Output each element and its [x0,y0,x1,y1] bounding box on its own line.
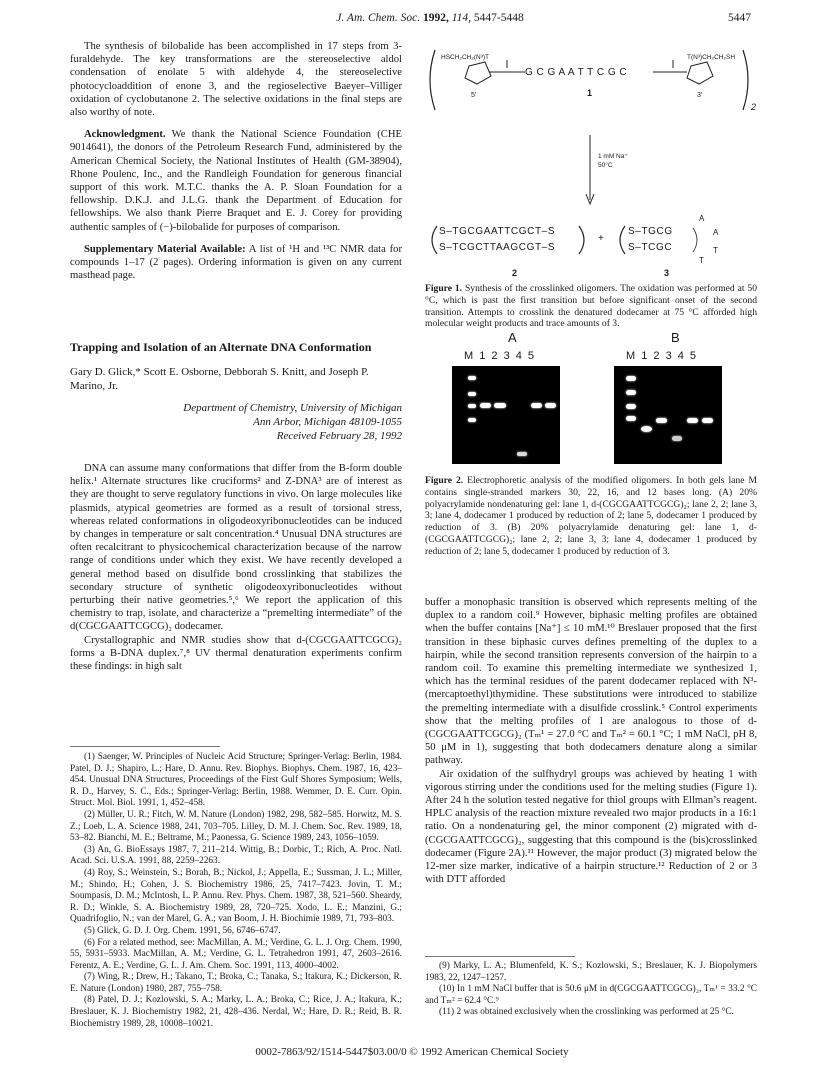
crystallographic-paragraph: Crystallographic and NMR studies show that d-(CGCGAATTCGCG)₂ forms a B-DNA duplex.⁷,⁸ UV thermal denaturation experiments confirm these findings: in high salt [70,634,402,673]
fig1-subscript-2: 2 [751,102,757,112]
gel-band [641,426,652,432]
figure1-caption [425,283,757,330]
gel-panel-a-label: A [508,330,517,345]
received-date: Received February 28, 1992 [276,430,402,442]
footnote-rule-left [70,746,220,747]
figure2-caption-label: Figure 2. [425,475,464,486]
figure1-caption-label: Figure 1. [425,283,463,294]
reference-item: (8) Patel, D. J.; Kozlowski, S. A.; Marky, L. A.; Broka, C.; Rice, J. A.; Itakura, K.; Breslauer, K. J. Biochemistry 1982, 21, 428–436. Nerdal, W.; Hare, D. R.; Reid, B. R. Biochemistry 1989, 28, 10008–10021. [70,995,402,1029]
supplementary-text: A list of ¹H and ¹³C NMR data for compounds 1–17 (2 pages). Ordering information is given on any current masthead page. [70,243,402,282]
gel-band [626,376,636,381]
reference-item: (2) Müller, U. R.; Fitch, W. M. Nature (London) 1982, 298, 582–585. Horwitz, M. S. Z.; Loeb, L. A. Science 1988, 241, 703–705. Lilley, D. M. J. Chem. Soc. Rev. 1989, 18, 53–82. Bianchi, M. E.; Beltrame, M.; Paonessa, G. Science 1989, 243, 1056–1059. [70,809,402,844]
acknowledgment-label: Acknowledgment. [84,129,166,141]
right-body [425,596,757,886]
reference-item: (5) Glick, G. D. J. Org. Chem. 1991, 56, 6746–6747. [84,925,281,936]
gel-band [687,418,698,423]
references-right [425,961,757,1019]
fig1-sequence: G C G A A T T C G C [525,67,628,78]
fig1-loop-base: A [699,214,705,223]
gel-band [531,403,542,408]
supplementary-label: Supplementary Material Available: [84,243,246,255]
reference-item: (6) For a related method, see: MacMillan, A. M.; Verdine, G. L. J. Org. Chem. 1990, 55, 5931–5933. MacMillan, A. M.; Verdine, G. L. Tetrahedron 1991, 47, 2603–2616. Ferentz, A. E.; Verdine, G. L. J. Am. Chem. Soc. 1991, 113, 4000–4002. [70,937,402,971]
gel-band [626,390,636,395]
fig1-compound-3: 3 [664,268,670,278]
article-authors: Gary D. Glick,* Scott E. Osborne, Debborah S. Knitt, and Joseph P. Marino, Jr. [70,366,369,392]
gel-a-lane-labels: M 1 2 3 4 5 [464,350,535,362]
fig1-right-group: T(N³)CH₂CH₂SH [687,54,736,61]
article-header [70,340,402,443]
fig1-label-3prime: 3′ [697,92,703,99]
reference-item: (4) Roy, S.; Weinstein, S.; Borah, B.; Nickol, J.; Appella, E.; Sussman, J. L.; Miller, M.; Shindo, H.; Cohen, J. S. Biochemistry 1986, 25, 7417–7423. Jovin, T. M.; Soumpasis, D. M.; McIntosh, L. P. Annu. Rev. Phys. Chem. 1987, 38, 521–560. Sheardy, R. D.; Winkle, S. A. Biochemistry 1989, 28, 720–725. Xodo, L. E.; Manzini, G.; Quadrifoglio, N.; van der Marel, G. A.; van Boom, J. H. Biochimie 1989, 71, 793–803. [70,867,402,925]
fig1-arrow-condition-1: 1 mM Na⁺ [598,153,628,160]
gel-band [468,392,476,396]
fig1-duplex-top-strand: S–TGCGAATTCGCT–S [439,226,556,237]
intro-paragraph: DNA can assume many conformations that differ from the B-form double helix.¹ Alternate structures like cruciforms² and Z-DNA³ are of interest as they are thought to serve regulatory functions in vivo. On large molecules like plasmids, atypical geometries are formed as a result of torsional stress, whereas related conformations in oligodeoxyribonucleotides can be induced by changes in temperature or salt concentration.⁴ Unusual DNA structures are often recalcitrant to physicochemical characterization because of the narrow range of conditions under which they exist. We have recently developed a general method based on disulfide bond crosslinking that stabilizes the secondary structure of synthetic oligodeoxyribonucleotides without perturbing their native geometries.⁵,⁶ We report the application of this chemistry to trap, isolate, and characterize a “premelting intermediate” of the d(CGCGAATTCGCG)₂ dodecamer. [70,463,402,633]
gel-band [480,403,491,408]
gel-band [626,404,636,409]
fig1-loop-base: A [713,228,719,237]
acknowledgment-paragraph [70,128,402,234]
gel-band [468,376,476,380]
supplementary-paragraph [70,243,402,283]
fig1-duplex-bottom-strand: S–TCGCTTAAGCGT–S [439,242,556,253]
gel-band [626,416,636,421]
journal-name: J. Am. Chem. Soc. [336,12,421,24]
page-footer: 0002-7863/92/1514-5447$03.00/0 © 1992 American Chemical Society [255,1046,569,1058]
gel-band [494,403,506,408]
reference-item: (3) An, G. BioEssays 1987, 7, 211–214. Wittig, B.; Dorbic, T.; Rich, A. Proc. Natl. Acad. Sci. U.S.A. 1991, 88, 2259–2263. [70,844,402,867]
gel-b-lane-labels: M 1 2 3 4 5 [626,350,697,362]
gel-band [545,403,556,408]
article-title: Trapping and Isolation of an Alternate DNA Conformation [70,340,372,354]
address: Ann Arbor, Michigan 48109-1055 [253,416,402,428]
fig1-arrow-condition-2: 50°C [598,162,613,169]
gel-band [702,418,713,423]
references-left [70,752,402,1030]
gel-band [517,452,527,456]
fig1-compound-1: 1 [587,88,593,98]
reference-item: (10) In 1 mM NaCl buffer that is 50.6 μM in d(CGCGAATTCGCG)₂, Tₘ¹ = 33.2 °C and Tₘ² = 62.4 °C.⁹ [425,984,757,1006]
reference-item: (7) Wing, R.; Drew, H.; Takano, T.; Broka, C.; Tanaka, S.; Itakura, K.; Dickerson, R. E. Nature (London) 1980, 287, 755–758. [70,972,402,994]
department: Department of Chemistry, University of Michigan [183,402,402,414]
gel-image-b [614,366,722,464]
page-number: 5447 [728,12,751,24]
acknowledgment-text: We thank the National Science Foundation (CHE 9014641), the donors of the Petroleum Research Fund, administered by the American Chemical Society, the National Institutes of Health (GM-38904), Rhone Poulenc, Inc., and the Randleigh Foundation for generous financial support of this work. M.T.C. thanks the A. P. Sloan Foundation for a fellowship. D.K.J. and J.L.G. thank the Department of Education for fellowships. We also thank Pierre Braquet and E. J. Corey for providing authentic samples of (−)-bilobalide for purposes of comparison. [70,129,402,233]
fig1-plus-sign: + [598,233,604,244]
fig1-compound-2: 2 [512,268,518,278]
left-column-top [70,40,402,282]
running-header [300,12,560,24]
fig1-loop-base: T [713,246,718,255]
journal-volume: 114, [451,12,471,24]
reference-item: (9) Marky, L. A.; Blumenfeld, K. S.; Kozlowski, S.; Breslauer, K. J. Biopolymers 1983, 22, 1247–1257. [425,961,757,983]
fig1-hairpin-top: S–TGCG [628,226,673,237]
figure2-caption-text: Electrophoretic analysis of the modified oligomers. In both gels lane M contains single-stranded markers 30, 22, 16, and 12 bases long. (A) 20% polyacrylamide nondenaturing gel: lane 1, d-(CGCGAATTCGCG)₂; lane 2, 2; lane 3, 3; lane 4, dodecamer 1 produced by reduction of 2; lane 5, dodecamer 1 produced by reduction of 3. (B) 20% polyacrylamide denaturing gel: lane 1, d-(CGCGAATTCGCG)₂; lane 2, 2; lane 3, 3; lane 4, dodecamer 1 produced by reduction of 2; lane 5, dodecamer 1 produced by reduction of 3. [425,475,757,557]
journal-year: 1992, [422,12,449,24]
melting-paragraph: buffer a monophasic transition is observed which represents melting of the duplex to a random coil.⁹ However, biphasic melting profiles are obtained when the buffer contains [Na⁺] ≤ 10 mM.¹⁰ Breslauer proposed that the first transition in these biphasic curves defines premelting of the duplex to a hairpin, while the second transition represents conversion of the hairpin to a random coil. To examine this premelting intermediate we synthesized 1, which has the terminal residues of the parent dodecamer replaced with N³-(mercaptoethyl)thymidine. These substitutions were introduced to stabilize the premelting intermediate with a disulfide crosslink.⁵ Control experiments show that the melting profiles of 1 are analogous to those of d-(CGCGAATTCGCG)₂ (Tₘ¹ = 27.0 °C and Tₘ² = 60.1 °C; 1 mM NaCl, pH 8, 50 μM in 1), suggesting that both dodecamers denature along a similar pathway. [425,597,757,767]
gel-band [656,418,667,423]
gel-panel-b-label: B [671,330,680,345]
fig1-label-5prime: 5′ [471,92,477,99]
fig1-left-group: HSCH₂CH₂(N³)T [441,54,490,61]
fig1-hairpin-bottom: S–TCGC [628,242,673,253]
gel-band [672,436,682,441]
left-body [70,462,402,673]
figure1-caption-text: Synthesis of the crosslinked oligomers. The oxidation was performed at 50 °C, which is past the first transition but before significant onset of the second transition. Attempts to crosslink the denatured dodecamer at 75 °C afforded high molecular weight products and trace amounts of 3. [425,283,757,330]
gel-band [468,404,476,408]
gel-image-a [452,366,560,464]
journal-pages: 5447-5448 [473,12,524,24]
figure2-caption [425,475,757,558]
figure1-scheme [425,40,760,265]
oxidation-paragraph: Air oxidation of the sulfhydryl groups was achieved by heating 1 with vigorous stirring under the conditions used for the melting studies (Figure 1). After 24 h the solution tested negative for thiol groups with Ellman’s reagent. HPLC analysis of the reaction mixture revealed two major products in a 16:1 ratio. On a nondenaturing gel, the minor component (2) migrated with d-(CGCGAATTCGCG)₂, suggesting that this compound is the (bis)crosslinked dodecamer (Figure 2A).¹¹ However, the major product (3) migrated below the 12-mer size marker, indicative of a hairpin structure.¹² Reduction of 2 or 3 with DTT afforded [425,768,757,886]
footnote-rule-right [425,956,575,957]
reference-item: (11) 2 was obtained exclusively when the crosslinking was performed at 25 °C. [439,1007,734,1018]
reference-item: (1) Saenger, W. Principles of Nucleic Acid Structure; Springer-Verlag: Berlin, 1984. Patel, D. J.; Shapiro, L.; Hare, D. Annu. Rev. Biophys. Biophys. Chem. 1987, 16, 423–454. Unusual DNA Structures, Proceedings of the First Gulf Shores Symposium; Wells, R. D., Harvey, S. C., Eds.; Springer-Verlag: Berlin, 1988. Wemmer, D. E. Curr. Opin. Struct. Mol. Biol. 1991, 1, 452–458. [70,752,402,809]
gel-band [468,418,476,422]
conclusion-paragraph: The synthesis of bilobalide has been accomplished in 17 steps from 3-furaldehyde. The key transformations are the stereoselective aldol condensation of enolate 5 with aldehyde 4, the stereoselective photocycloaddition of enone 3, and the regioselective Baeyer–Villiger oxidation of cyclobutanone 2. The selective oxidations in the final steps are also worthy of note. [70,41,402,119]
fig1-loop-base: T [699,256,704,265]
